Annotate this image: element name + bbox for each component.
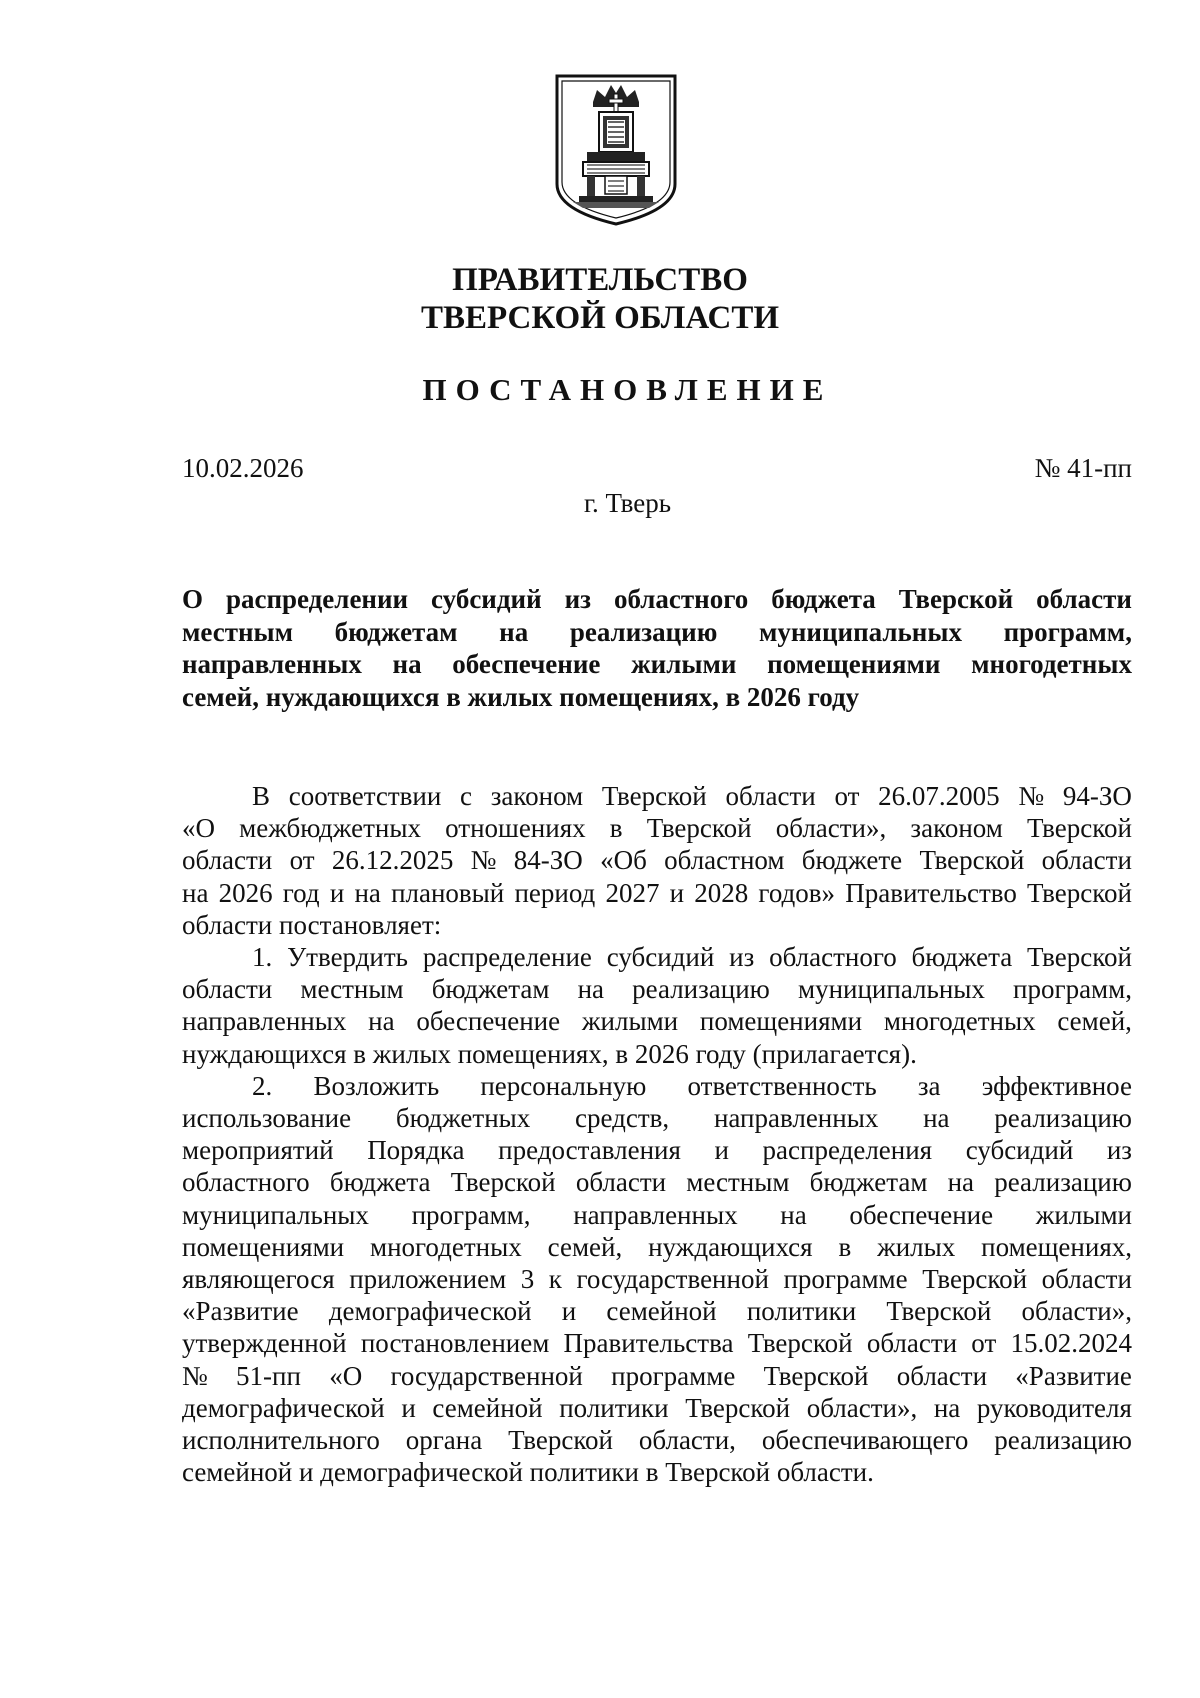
body-line — [182, 812, 1132, 844]
word: за — [917, 1070, 941, 1101]
body-line — [182, 1070, 1132, 1102]
word: руководителя — [976, 1392, 1132, 1423]
word: семейной — [432, 1392, 543, 1423]
word: на — [368, 1006, 395, 1037]
body-line — [182, 973, 1132, 1005]
word: № — [182, 1360, 208, 1391]
word: из — [729, 942, 755, 973]
word: в — [609, 813, 623, 844]
word: годов» — [758, 877, 836, 908]
word: и — [401, 1392, 416, 1423]
word: от — [971, 1328, 997, 1359]
word: являющегося — [182, 1264, 335, 1295]
word: на — [499, 616, 529, 647]
word: с — [460, 781, 472, 811]
word: Тверской — [1027, 813, 1132, 844]
body-line — [182, 1166, 1132, 1198]
document-type: ПОСТАНОВЛЕНИЕ — [422, 372, 833, 407]
word: использование — [182, 1103, 352, 1134]
word: программ, — [1003, 616, 1132, 647]
word: 2027 — [605, 877, 660, 908]
word: 94-ЗО — [1062, 781, 1132, 811]
word: соответствии — [288, 781, 442, 811]
word: муниципальных — [182, 1199, 369, 1230]
body-line — [182, 1263, 1132, 1295]
body-line — [182, 1360, 1132, 1392]
word: многодетных — [883, 1006, 1036, 1037]
document-city: г. Тверь — [583, 488, 672, 518]
body-line — [182, 1102, 1132, 1134]
word: области», — [1021, 1296, 1132, 1327]
word: и — [561, 1296, 577, 1327]
word: области», — [775, 813, 887, 844]
word: политики — [559, 1392, 669, 1423]
word: от — [834, 781, 860, 811]
word: 2028 — [694, 877, 749, 908]
word: Правительство — [845, 877, 1017, 908]
word: Тверской — [747, 1328, 853, 1359]
word: и — [669, 877, 685, 908]
body-line — [182, 1392, 1132, 1424]
word: области», — [806, 1392, 918, 1423]
word: бюджета — [911, 942, 1013, 973]
word: жилыми — [1035, 1199, 1132, 1230]
coat-of-arms-icon — [553, 72, 679, 228]
word: области, — [638, 1425, 736, 1456]
word: О — [182, 584, 204, 614]
word: распределения — [762, 1135, 933, 1166]
word: реализацию — [994, 1425, 1132, 1456]
word: на — [933, 1392, 961, 1423]
word: помещениях, — [981, 1231, 1132, 1262]
word: субсидий — [606, 942, 715, 973]
body-line — [182, 780, 1132, 812]
word: направленных — [713, 1103, 879, 1134]
word: эффективное — [981, 1070, 1132, 1101]
word: помещениями — [182, 1231, 345, 1262]
word: и — [329, 877, 345, 908]
word: местным — [686, 1167, 790, 1198]
word: 3 — [520, 1264, 535, 1295]
word: области — [182, 974, 273, 1005]
clause-1-paragraph — [182, 941, 1132, 1070]
word: местным — [300, 974, 404, 1005]
word: многодетных — [370, 1231, 522, 1262]
body-line — [182, 877, 1132, 909]
word: областного — [769, 942, 897, 973]
word: семейной — [606, 1296, 717, 1327]
government-name-line1: ПРАВИТЕЛЬСТВО — [452, 262, 748, 298]
word: реализацию — [632, 974, 770, 1005]
word: обеспечение — [849, 1199, 994, 1230]
body-line — [182, 1295, 1132, 1327]
subject-line — [182, 583, 1132, 616]
word: государственной — [576, 1264, 769, 1295]
word: Тверской — [898, 584, 1014, 614]
word: областном — [664, 845, 785, 876]
word: распределение — [422, 942, 592, 973]
body-line — [182, 1231, 1132, 1263]
document-date: 10.02.2026 — [182, 453, 304, 483]
word: на — [947, 1167, 975, 1198]
word: бюджетам — [334, 616, 458, 647]
word: семей, — [1057, 1006, 1132, 1037]
word: помещениями — [767, 649, 941, 679]
subject-line — [182, 648, 1132, 681]
word: Утвердить — [287, 942, 408, 973]
word: Тверской — [685, 1392, 791, 1423]
word: области — [1041, 845, 1132, 876]
word: Тверской — [886, 1296, 992, 1327]
word: Правительства — [563, 1328, 734, 1359]
word: «Об — [600, 845, 647, 876]
word: законом — [490, 781, 584, 811]
word: области — [866, 1328, 958, 1359]
government-name-line2: ТВЕРСКОЙ ОБЛАСТИ — [420, 300, 780, 336]
body-line — [182, 941, 1132, 973]
word: мероприятий — [182, 1135, 334, 1166]
word: бюджета — [771, 584, 876, 614]
word: 15.02.2024 — [1010, 1328, 1132, 1359]
word: муниципальных — [758, 616, 962, 647]
word: нуждающихся — [648, 1231, 813, 1262]
word: Тверской — [508, 1425, 614, 1456]
word: местным — [182, 616, 293, 647]
word: бюджета — [329, 1167, 431, 1198]
word: жилыми — [631, 649, 737, 679]
word: от — [289, 845, 315, 876]
word: персональную — [480, 1070, 647, 1101]
word: законом — [910, 813, 1003, 844]
word: обеспечивающего — [761, 1425, 969, 1456]
word: год — [282, 877, 320, 908]
document-subject — [182, 583, 1132, 713]
body-line: нуждающихся в жилых помещениях, в 2026 году (прилагается). — [182, 1038, 917, 1069]
word: области — [575, 1167, 667, 1198]
word: 1. — [252, 942, 273, 973]
word: Тверской — [763, 1360, 869, 1391]
word: отношениях — [445, 813, 586, 844]
subject-line: семей, нуждающихся в жилых помещениях, в 2026 году — [182, 681, 860, 712]
body-line — [182, 844, 1132, 876]
word: Возложить — [313, 1070, 440, 1101]
word: обеспечение — [416, 1006, 561, 1037]
document-number: № 41-пп — [1034, 453, 1132, 483]
document-body — [182, 780, 1132, 1488]
word: многодетных — [971, 649, 1132, 679]
word: на — [182, 877, 209, 908]
preamble-paragraph — [182, 780, 1132, 941]
body-line — [182, 1005, 1132, 1037]
word: утвержденной — [182, 1328, 347, 1359]
word: плановый — [391, 877, 505, 908]
word: бюджете — [801, 845, 903, 876]
word: 2. — [252, 1070, 273, 1101]
word: из — [564, 584, 591, 614]
word: реализацию — [994, 1167, 1132, 1198]
word: субсидий — [965, 1135, 1074, 1166]
word: субсидий — [431, 584, 542, 614]
word: области — [1041, 1264, 1132, 1295]
word: исполнительного — [182, 1425, 380, 1456]
word: распределении — [225, 584, 409, 614]
word: обеспечение — [452, 649, 601, 679]
word: Тверской — [601, 781, 707, 811]
word: направленных — [573, 1199, 738, 1230]
body-line — [182, 1199, 1132, 1231]
word: № — [1018, 781, 1045, 811]
body-line — [182, 1327, 1132, 1359]
word: реализацию — [569, 616, 718, 647]
word: межбюджетных — [239, 813, 421, 844]
word: программе — [783, 1264, 908, 1295]
body-line — [182, 1134, 1132, 1166]
word: к — [548, 1264, 562, 1295]
word: муниципальных — [797, 974, 985, 1005]
word: направленных — [182, 649, 362, 679]
word: «О — [329, 1360, 363, 1391]
word: областного — [613, 584, 749, 614]
word: на — [354, 877, 381, 908]
word: ответственность — [687, 1070, 877, 1101]
word: Тверской — [922, 1264, 1028, 1295]
body-line: области постановляет: — [182, 909, 442, 940]
word: «Развитие — [1015, 1360, 1132, 1391]
word: Тверской — [646, 813, 752, 844]
word: реализацию — [994, 1103, 1132, 1134]
word: политики — [746, 1296, 857, 1327]
word: 26.12.2025 — [331, 845, 454, 876]
word: Тверской — [1027, 877, 1132, 908]
word: органа — [405, 1425, 483, 1456]
word: программ, — [1013, 974, 1132, 1005]
word: на — [780, 1199, 807, 1230]
word: «Развитие — [182, 1296, 299, 1327]
word: государственной — [390, 1360, 583, 1391]
word: В — [252, 781, 271, 811]
word: направленных — [182, 1006, 347, 1037]
word: демографической — [328, 1296, 532, 1327]
word: помещениями — [699, 1006, 863, 1037]
word: предоставления — [498, 1135, 681, 1166]
word: период — [514, 877, 596, 908]
word: жилыми — [581, 1006, 679, 1037]
word: областного — [182, 1167, 310, 1198]
word: 2026 — [218, 877, 273, 908]
word: из — [1106, 1135, 1132, 1166]
word: области — [182, 845, 273, 876]
word: 84-ЗО — [513, 845, 583, 876]
word: бюджетных — [395, 1103, 531, 1134]
word: № — [470, 845, 497, 876]
word: бюджетам — [809, 1167, 928, 1198]
body-line: семейной и демографической политики в Тверской области. — [182, 1457, 874, 1488]
word: области — [1036, 584, 1132, 614]
word: в — [838, 1231, 852, 1262]
word: области — [725, 781, 816, 811]
word: демографической — [182, 1392, 385, 1423]
body-line — [182, 1424, 1132, 1456]
word: жилых — [877, 1231, 956, 1262]
government-name — [0, 261, 1200, 337]
word: и — [714, 1135, 729, 1166]
word: постановлением — [360, 1328, 550, 1359]
word: Тверской — [919, 845, 1025, 876]
clause-2-paragraph — [182, 1070, 1132, 1489]
word: бюджетам — [431, 974, 550, 1005]
word: Тверской — [1027, 942, 1132, 973]
word: на — [577, 974, 605, 1005]
word: средств, — [575, 1103, 670, 1134]
word: программе — [611, 1360, 736, 1391]
subject-line — [182, 616, 1132, 649]
word: 51-пп — [236, 1360, 301, 1391]
word: приложением — [349, 1264, 507, 1295]
word: семей, — [547, 1231, 623, 1262]
word: «О — [182, 813, 215, 844]
word: Порядка — [367, 1135, 465, 1166]
word: на — [923, 1103, 950, 1134]
word: Тверской — [450, 1167, 556, 1198]
word: программ, — [411, 1199, 531, 1230]
word: 26.07.2005 — [878, 781, 1000, 811]
word: на — [392, 649, 422, 679]
word: области — [896, 1360, 988, 1391]
